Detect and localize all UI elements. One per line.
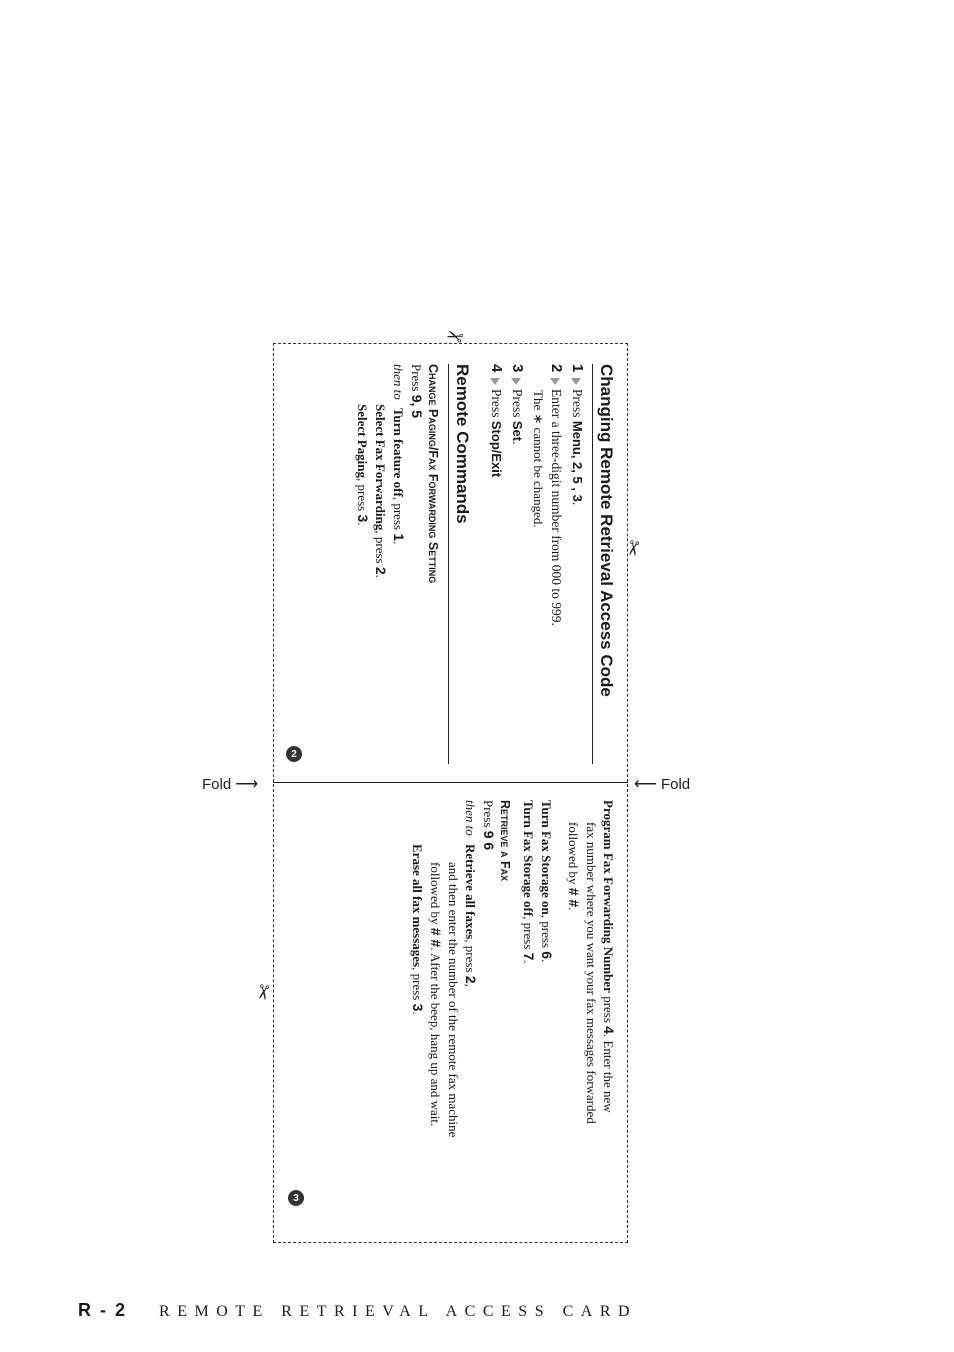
program-mid: press xyxy=(601,992,616,1027)
step-arrow-icon xyxy=(550,378,560,385)
arrow-right-icon: ⟶ xyxy=(235,776,259,793)
step-number: 4 xyxy=(488,364,505,373)
fold-label-right xyxy=(634,774,690,794)
erase-key: 3 xyxy=(410,1003,426,1012)
program-line3-text: followed by xyxy=(566,822,581,888)
step-keys: Menu, 2, 5 , 3 xyxy=(570,420,585,502)
press-keys: 9 6 xyxy=(481,830,497,851)
storage-on-key: 6 xyxy=(539,951,555,959)
panel-number-badge: 3 xyxy=(288,1190,304,1206)
option-mid: , press xyxy=(391,496,406,534)
option-key: 1 xyxy=(391,533,407,542)
retrieve-line-2: and then enter the number of the remote fax machine xyxy=(446,862,461,1138)
storage-off-line xyxy=(520,800,537,1220)
page-footer xyxy=(78,1300,637,1321)
scissors-icon: ✂ xyxy=(250,981,275,1003)
program-label: Program Fax Forwarding Number xyxy=(601,800,616,993)
step-keys: Stop/Exit xyxy=(489,420,504,478)
fold-line xyxy=(273,782,628,783)
step-keys: Set xyxy=(510,420,525,442)
subheading-retrieve-fax: Retrieve a Fax xyxy=(498,800,512,882)
panel-number-badge: 2 xyxy=(286,746,302,762)
erase-line xyxy=(409,844,426,1220)
option-key: 2 xyxy=(373,566,389,575)
fold-text-left: Fold xyxy=(202,775,232,793)
program-line xyxy=(600,800,617,1220)
option-label: Select Fax Forwarding xyxy=(373,404,388,531)
footer-title: REMOTE RETRIEVAL ACCESS CARD xyxy=(159,1303,638,1320)
option-key: 3 xyxy=(355,514,371,523)
heading-remote-commands: Remote Commands xyxy=(448,364,472,764)
step-number: 2 xyxy=(548,364,565,373)
storage-off-key: 7 xyxy=(521,952,537,961)
scissors-icon: ✂ xyxy=(620,537,645,559)
program-key: 4 xyxy=(601,1026,617,1034)
option-line xyxy=(354,404,371,764)
retrieve-all-tail: , xyxy=(463,983,478,987)
storage-on-tail: . xyxy=(539,959,554,963)
step-3 xyxy=(509,364,526,764)
storage-on-label: Turn Fax Storage on xyxy=(539,800,554,915)
storage-off-label: Turn Fax Storage off xyxy=(521,800,536,917)
hash-keys: # # xyxy=(566,887,582,908)
press-line xyxy=(408,364,425,764)
program-line3-tail: . xyxy=(566,907,581,911)
subheading-paging-forwarding: Change Paging/Fax Forwarding Setting xyxy=(426,364,440,584)
step-text: Press xyxy=(570,389,585,421)
option-line xyxy=(372,404,389,764)
retrieve-all-key: 2 xyxy=(463,975,479,984)
heading-change-access-code: Changing Remote Retrieval Access Code xyxy=(592,364,616,764)
retrieve-all-mid: , press xyxy=(463,939,478,976)
step-number: 3 xyxy=(509,364,526,373)
option-label: Turn feature off xyxy=(391,408,406,497)
retrieve-all-line xyxy=(462,800,479,1220)
storage-off-mid: , press xyxy=(521,916,536,953)
step-arrow-icon xyxy=(571,378,581,385)
step-4 xyxy=(488,364,505,764)
option-mid: , press xyxy=(355,478,370,515)
step-number: 1 xyxy=(569,364,586,373)
then-to-label: then to xyxy=(463,800,478,836)
storage-off-tail: . xyxy=(521,960,536,964)
step-arrow-icon xyxy=(511,378,521,385)
step-text: Press xyxy=(489,389,504,421)
fold-text-right: Fold xyxy=(660,775,691,793)
panel-access-code xyxy=(286,364,616,764)
step-text: Press xyxy=(510,389,525,421)
program-line-2: fax number where you want your fax messages forwarded xyxy=(584,822,599,1124)
press-label: Press xyxy=(481,800,496,828)
option-tail: . xyxy=(355,522,370,526)
step-2 xyxy=(548,364,565,764)
arrow-left-icon: ⟵ xyxy=(634,776,657,793)
erase-tail: . xyxy=(410,1011,425,1015)
erase-mid: , press xyxy=(410,967,425,1004)
press-label: Press xyxy=(409,364,424,392)
step-arrow-icon xyxy=(490,378,500,385)
step-text: Enter a three-digit number from 000 to 999. xyxy=(549,389,564,626)
option-label: Select Paging xyxy=(355,404,370,479)
retrieve-all-label: Retrieve all faxes xyxy=(463,844,478,940)
page-number: R - 2 xyxy=(78,1300,128,1320)
option-tail: . xyxy=(391,541,406,545)
step-tail: . xyxy=(570,501,585,506)
retrieve-line3b: . After the beep, hang up and wait. xyxy=(428,947,443,1127)
panel-remote-commands xyxy=(288,800,618,1220)
step-2-note: The ∗ cannot be changed. xyxy=(531,390,546,528)
storage-on-mid: , press xyxy=(539,914,554,952)
step-1 xyxy=(569,364,586,764)
then-to-label: then to xyxy=(391,364,406,400)
option-line xyxy=(390,364,407,764)
press-line xyxy=(480,800,497,1220)
program-tail: . Enter the new xyxy=(601,1033,616,1113)
scissors-icon: ✂ xyxy=(443,321,468,349)
program-line-3 xyxy=(565,822,582,1220)
press-keys: 9, 5 xyxy=(409,394,425,419)
option-mid: , press xyxy=(373,530,388,567)
retrieve-line3a: followed by xyxy=(428,862,443,928)
erase-label: Erase all fax messages xyxy=(410,844,425,968)
step-tail: . xyxy=(510,441,525,445)
option-tail: . xyxy=(373,574,388,578)
fold-label-left xyxy=(202,774,258,794)
hash-keys: # # xyxy=(428,927,444,948)
retrieve-line-3 xyxy=(427,862,444,1220)
storage-on-line xyxy=(538,800,555,1220)
